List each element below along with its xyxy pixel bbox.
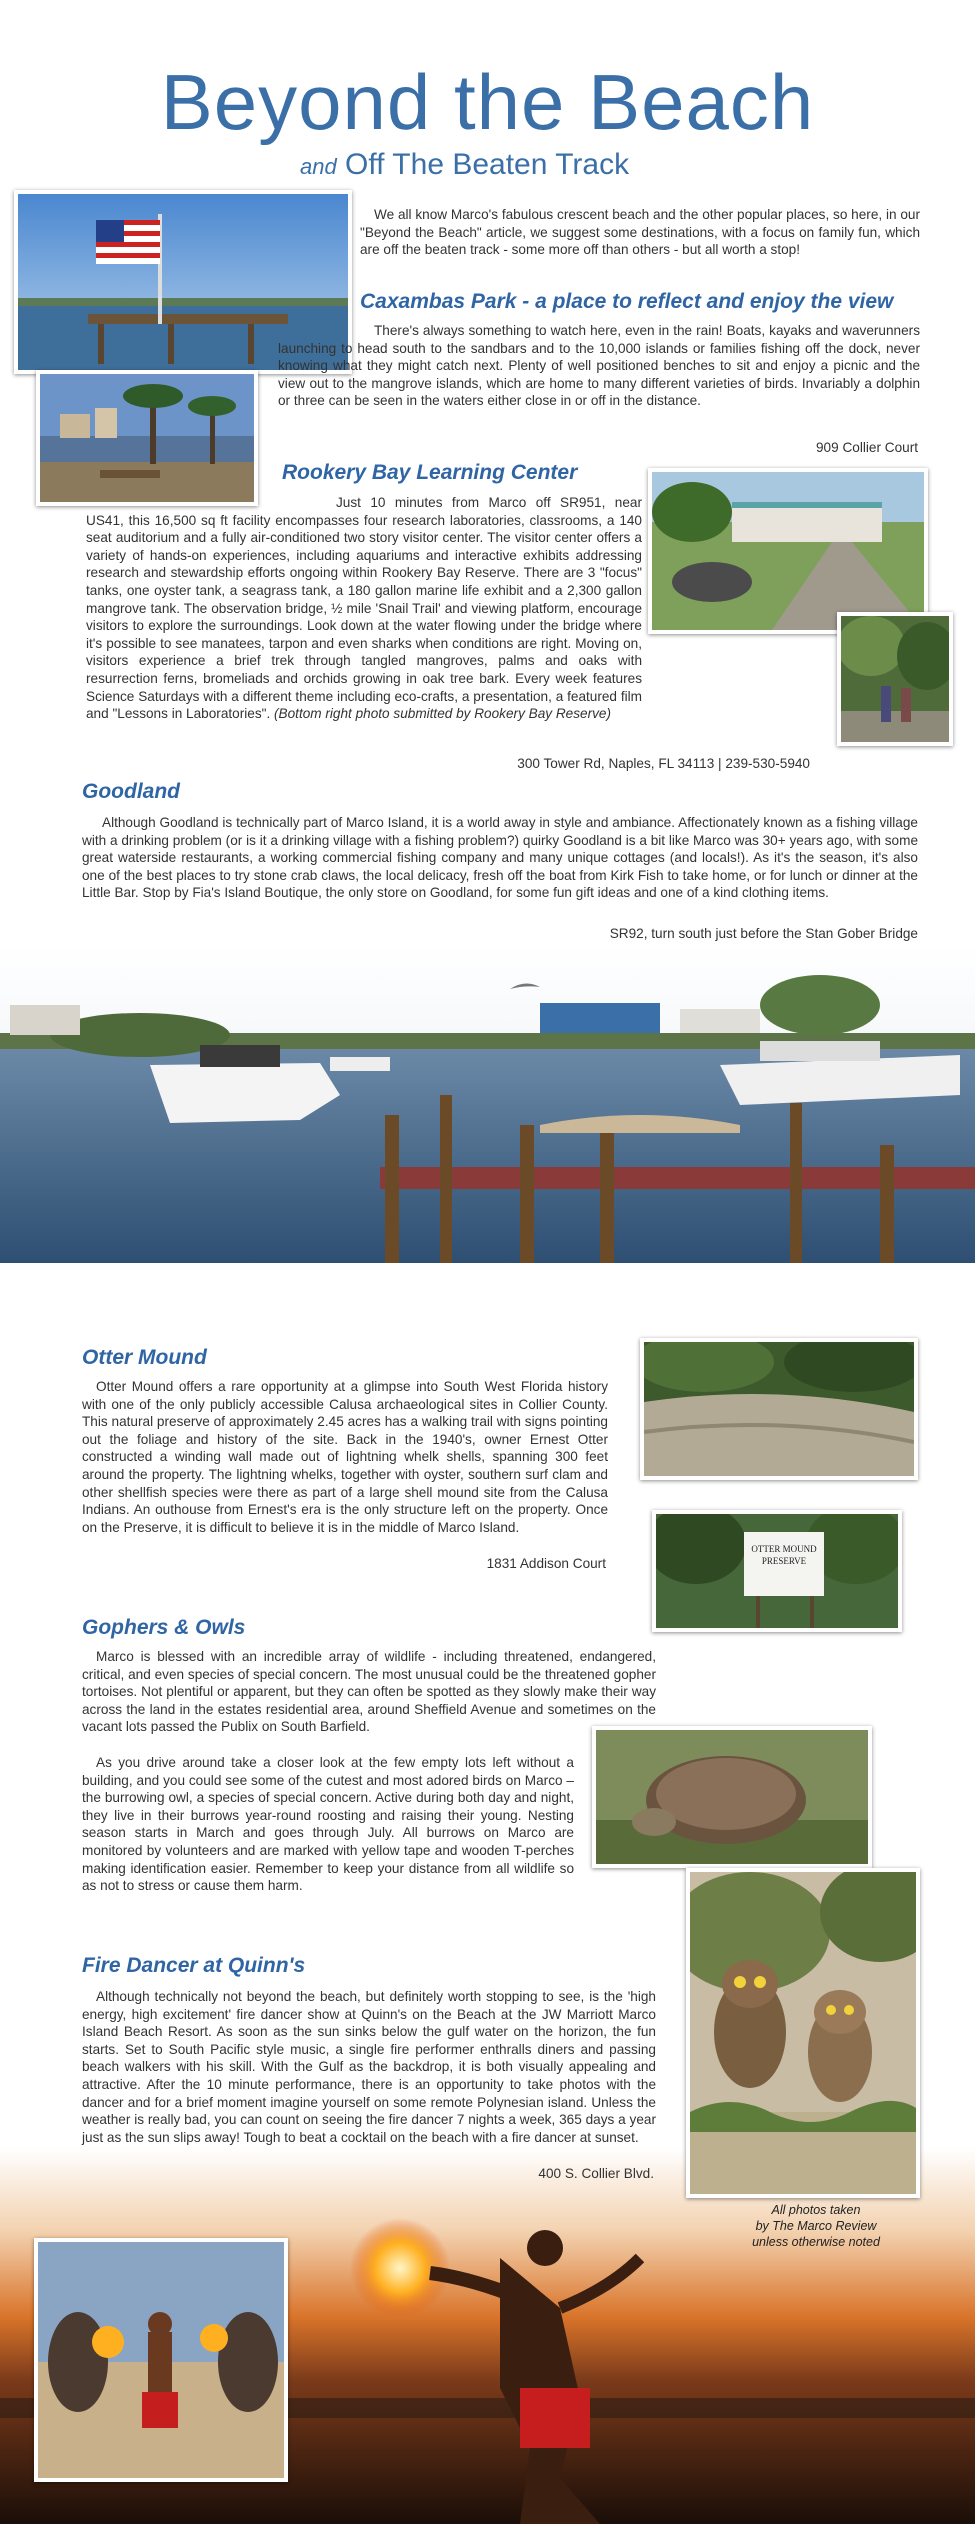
otter-heading: Otter Mound (82, 1346, 207, 1369)
photo-rookery-trail (837, 612, 953, 746)
photo-burrowing-owls (686, 1868, 920, 2198)
photo-credit (726, 2202, 906, 2250)
rookery-text (86, 494, 642, 723)
caxambas-address: 909 Collier Court (816, 440, 918, 455)
subtitle-and: and (300, 154, 337, 179)
photo-caxambas-benches (36, 370, 258, 506)
photo-credit-line2: by The Marco Review (755, 2219, 877, 2233)
gophers-text-2: As you drive around take a closer look at the few empty lots left without a building, and you could see some of the cutest and most adored birds on Marco – the burrowing owl, a species of special concern. Active during both day and night, they live in their burrows year-round roosting and raising their young. Nesting season starts in March and goes through July. All burrows on Marco are monitored by volunteers and are marked with yellow tape and wooden T-perches making identification easier. Remember to keep your distance from all wildlife so as not to stress or cause them harm. (82, 1755, 574, 1894)
fire-text: Although technically not beyond the beach, but definitely worth stopping to see, is the 'high energy, high excitement' fire dancer show at Quinn's on the Beach at the JW Marriott Marco Island Beach Resort. As soon as the sun sinks below the gulf water on the horizon, the fun starts. Set to South Pacific style music, a single fire performer enthralls diners and passing beach walkers with his skill. With the Gulf as the backdrop, it is both visually appealing and attractive. After the 10 minute performance, there is an opportunity to take photos with the dancer and for a brief moment imagine yourself on some remote Polynesian island. Unless the weather is really bad, you can count on seeing the fire dancer 7 nights a week, 365 days a year just as the sun slips away! Tough to beat a cocktail on the beach with a fire dancer at sunset. (82, 1989, 656, 2145)
rookery-address: 300 Tower Rd, Naples, FL 34113 | 239-530-5940 (517, 756, 810, 771)
page-subtitle (300, 148, 629, 184)
gophers-heading: Gophers & Owls (82, 1616, 246, 1639)
goodland-heading: Goodland (82, 780, 180, 803)
goodland-address: SR92, turn south just before the Stan Gober Bridge (609, 926, 918, 941)
caxambas-text: There's always something to watch here, even in the rain! Boats, kayaks and waverunners launching to head south to the sandbars and to the 10,000 islands or families fishing off the dock, never knowing what they might catch next. Plenty of well positioned benches to sit and enjoy a picnic and the view out to the mangrove islands, which are home to many different varieties of birds. Invariably a dolphin or three can be seen in the waters either close in or off in the distance. (278, 323, 920, 409)
intro-text: We all know Marco's fabulous crescent beach and the other popular places, so here, in our "Beyond the Beach" article, we suggest some destinations, with a focus on family fun, which are off the beaten track - some more off than others - but all worth a stop! (360, 207, 920, 258)
photo-goodland-marina (0, 945, 975, 1263)
fire-heading: Fire Dancer at Quinn's (82, 1954, 306, 1977)
photo-gopher-tortoise (592, 1726, 872, 1868)
sign-line1: OTTER MOUND (751, 1544, 817, 1554)
otter-address: 1831 Addison Court (486, 1556, 606, 1571)
rookery-credit-note: (Bottom right photo submitted by Rookery Bay Reserve) (274, 706, 611, 722)
goodland-text: Although Goodland is technically part of Marco Island, it is a world away in style and ambiance. Affectionately known as a fishing village with a drinking problem (or is it a drinking village with a fishing problem?) quirky Goodland is a bit like Marco was 30+ years ago, with some great waterside restaurants, a working commercial fishing company and many unique cottages (and locals!). As it's the season, it's also one of the best places to try stone crab claws, the local delicacy, fresh off the boat from Kirk Fish to take home, or for lunch or dinner at the Little Bar. Stop by Fia's Island Boutique, the only store on Goodland, for some fun gift ideas and one of a kind clothing items. (82, 815, 918, 901)
otter-text: Otter Mound offers a rare opportunity at a glimpse into South West Florida history with one of the only publicly accessible Calusa archaeological sites in Collier County. This natural preserve of approximately 2.45 acres has a walking trail with signs pointing out the foliage and history of the site. Back in the 1940's, owner Ernest Otter constructed a winding wall made out of lightning whelk shells, spanning 300 feet around the property. The lightning whelks, together with oyster, southern surf clam and other shellfish species were there as part of a large shell mound site from the Calusa Indians. An outhouse from Ernest's era is the only structure left on the property. Once on the Preserve, it is difficult to believe it is in the middle of Marco Island. (82, 1379, 608, 1535)
photo-fire-dancer-crowd (34, 2238, 288, 2482)
rookery-heading: Rookery Bay Learning Center (282, 461, 578, 484)
gophers-text-1: Marco is blessed with an incredible array of wildlife - including threatened, endangered, critical, and even species of special concern. The most unusual could be the threatened gopher tortoises. Not plentiful or apparent, but they can often be spotted as they slowly make their way across the land in the estates residential area, around Sheffield Avenue and sometimes on the vacant lots passed the Publix on South Barfield. (82, 1649, 656, 1735)
photo-credit-line3: unless otherwise noted (752, 2235, 880, 2249)
sign-line2: PRESERVE (761, 1556, 807, 1566)
photo-otter-shell-wall (640, 1338, 918, 1480)
photo-otter-preserve-sign (652, 1510, 902, 1632)
subtitle-text: Off The Beaten Track (336, 148, 630, 181)
fire-address: 400 S. Collier Blvd. (538, 2166, 654, 2181)
page-title: Beyond the Beach (160, 58, 815, 146)
caxambas-heading: Caxambas Park - a place to reflect and enjoy the view (360, 290, 894, 313)
photo-rookery-center (648, 468, 928, 634)
photo-credit-line1: All photos taken (771, 2203, 861, 2217)
rookery-body: Just 10 minutes from Marco off SR951, near US41, this 16,500 sq ft facility encompasses four research laboratories, classrooms, a 140 seat auditorium and a fully air-conditioned two story visitor center. The visitor center offers a variety of hands-on experiences, including aquariums and interactive exhibits addressing research and stewardship efforts ongoing within Rookery Bay Reserve. There are 3 "focus" tanks, one oyster tank, a seagrass tank, a 180 gallon marine life exhibit and a 2,300 gallon mangrove tank. The observation bridge, ½ mile 'Snail Trail' and viewing platform, encourage visitors to explore the surroundings. Look down at the water flowing under the bridge where it's possible to see manatees, tarpon and even sharks when conditions are right. Moving on, visitors experience a brief trek through tangled mangroves, palms and oaks with resurrection ferns, bromeliads and orchids growing in oak tree bark. Every week features Science Saturdays with a different theme including eco-crafts, a presentation, a featured film and "Lessons in Laboratories". (86, 495, 642, 722)
